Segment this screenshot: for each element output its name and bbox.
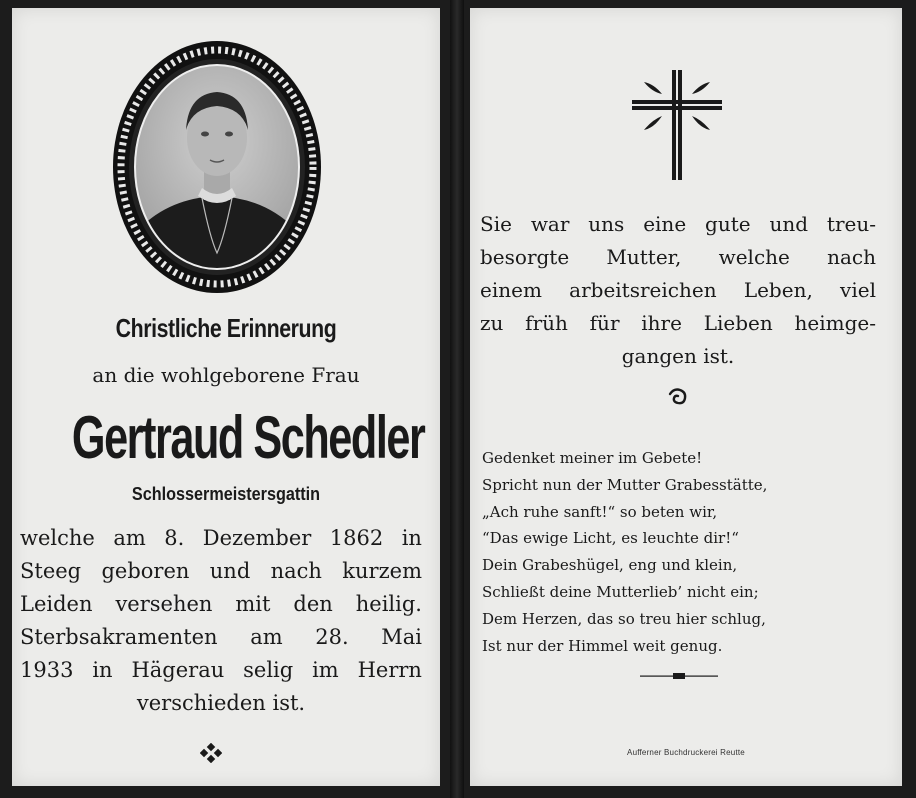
verse-line: besorgte Mutter, welche nach	[480, 245, 876, 269]
left-card-page	[12, 8, 440, 786]
biography-line: Leiden versehen mit den heilig.	[20, 592, 422, 616]
biography-line: verschieden ist.	[136, 691, 306, 715]
biography-line: welche am 8. Dezember 1862 in	[20, 526, 422, 550]
card-title: Christliche Erinnerung	[115, 313, 337, 343]
biography-line: 1933 in Hägerau selig im Herrn	[20, 658, 422, 682]
memorial-verse	[480, 208, 876, 373]
diamond-ornament-icon	[200, 743, 222, 763]
portrait-photo	[110, 38, 324, 296]
poem-line: „Ach ruhe sanft!“ so beten wir,	[482, 502, 718, 521]
portrait-frame	[110, 38, 324, 296]
verse-line: zu früh für ihre Lieben heimge-	[480, 311, 876, 335]
poem-line: Gedenket meiner im Gebete!	[482, 449, 703, 467]
verse-line: einem arbeitsreichen Leben, viel	[480, 278, 876, 302]
scroll-ornament-icon	[666, 386, 690, 408]
poem-line: Dem Herzen, das so treu hier schlug,	[482, 609, 766, 628]
poem-line: Spricht nun der Mutter Grabesstätte,	[482, 475, 768, 494]
poem-line: Ist nur der Himmel weit genug.	[482, 636, 723, 655]
poem-line: Schließt deine Mutterlieb’ nicht ein;	[482, 582, 759, 601]
biography-line: Steeg geboren und nach kurzem	[20, 559, 422, 583]
biography-text	[20, 522, 422, 720]
biography-line: Sterbsakramenten am 28. Mai	[20, 625, 422, 649]
poem-line: Dein Grabeshügel, eng und klein,	[482, 556, 738, 575]
card-subtitle: an die wohlgeborene Frau	[92, 363, 360, 387]
verse-line: gangen ist.	[621, 344, 735, 368]
deceased-name: Gertraud Schedler	[71, 404, 425, 471]
card-fold	[450, 0, 464, 798]
poem-line: “Das ewige Licht, es leuchte dir!“	[482, 529, 739, 548]
laurel-wreath-icon	[110, 38, 324, 296]
poem-text	[482, 445, 882, 659]
divider-icon	[640, 671, 718, 681]
cross-icon	[632, 70, 722, 180]
deceased-occupation: Schlossermeistersgattin	[131, 484, 321, 504]
printer-credit: Aufferner Buchdruckerei Reutte	[627, 748, 745, 757]
right-card-page	[470, 8, 902, 786]
verse-line: Sie war uns eine gute und treu-	[480, 212, 876, 236]
